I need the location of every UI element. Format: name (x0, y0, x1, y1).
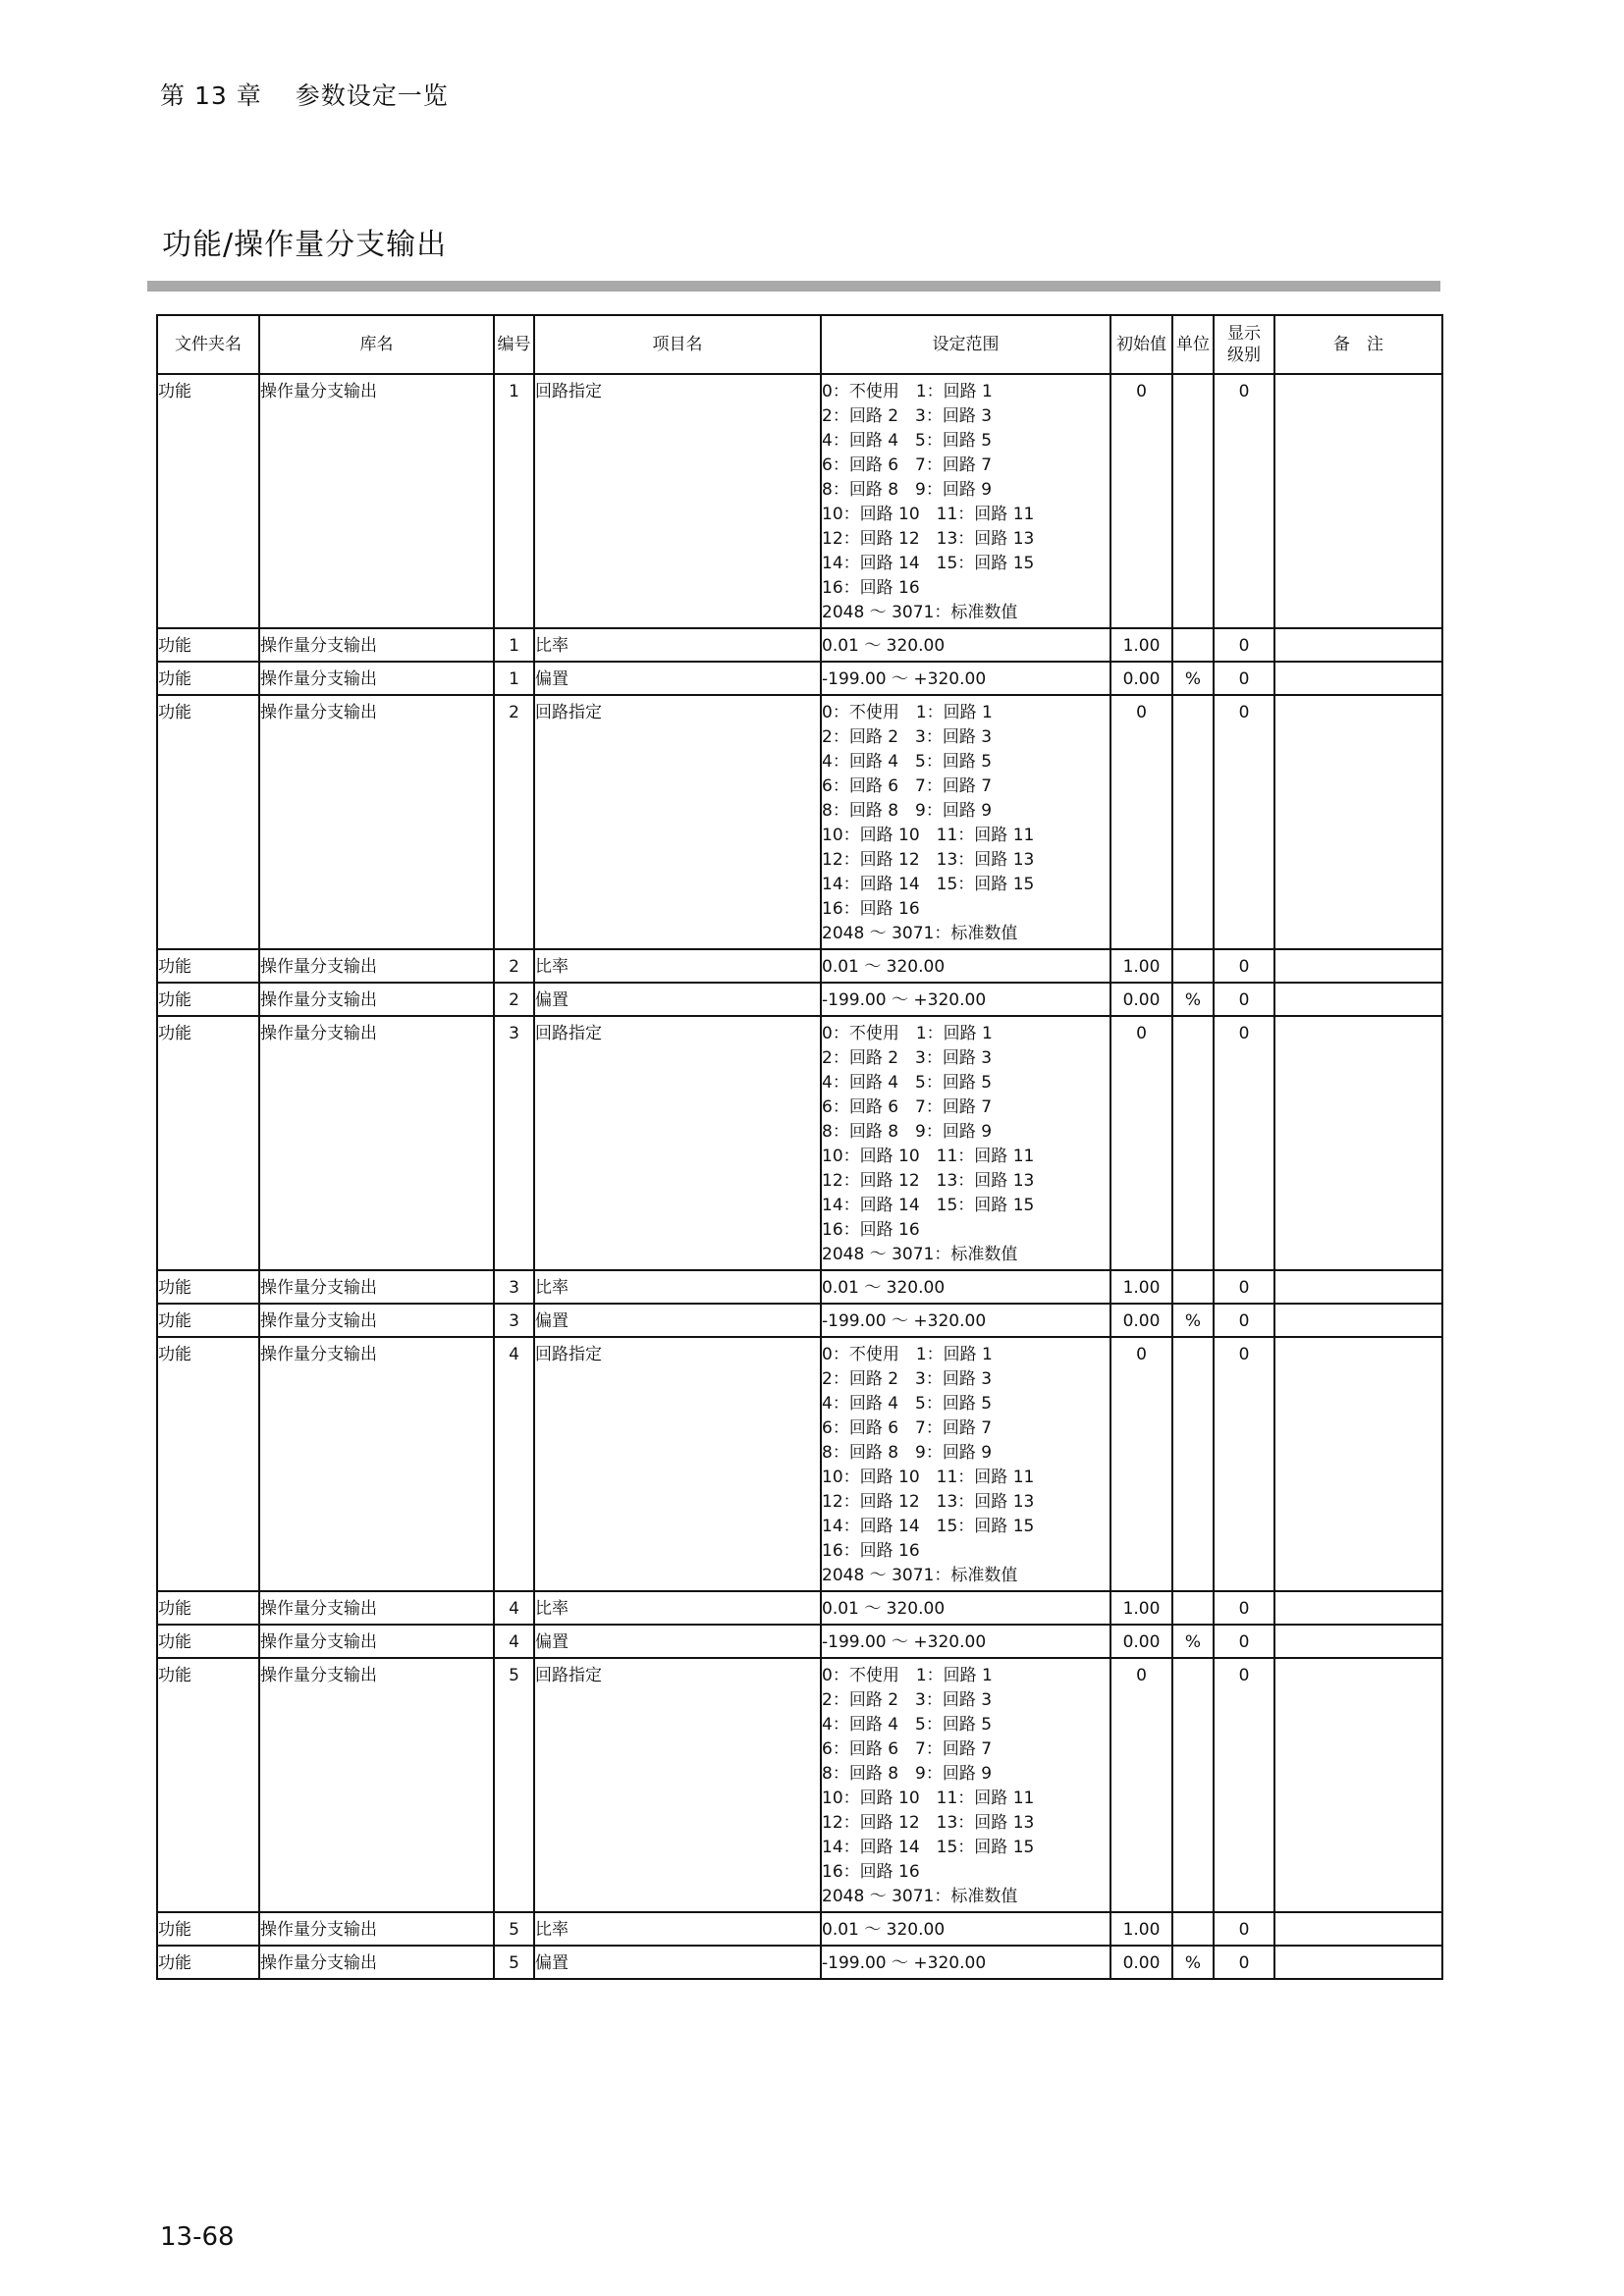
cell-item: 比率 (534, 1591, 821, 1625)
column-header-number: 编号 (494, 315, 534, 374)
cell-remarks (1274, 374, 1442, 628)
cell-library: 操作量分支输出 (259, 1270, 494, 1304)
range-line: 2048 ～ 3071：标准数值 (822, 603, 1018, 622)
table-row (157, 1591, 1442, 1625)
cell-item: 比率 (534, 949, 821, 983)
cell-item: 偏置 (534, 1946, 821, 1979)
table-row (157, 1946, 1442, 1979)
table-row (157, 949, 1442, 983)
cell-item: 回路指定 (534, 695, 821, 949)
cell-library: 操作量分支输出 (259, 983, 494, 1016)
range-line: 0：不使用 1：回路 1 (822, 703, 993, 722)
cell-item: 偏置 (534, 662, 821, 695)
range-line: 10：回路 10 11：回路 11 (822, 1147, 1035, 1166)
range-line: 0：不使用 1：回路 1 (822, 382, 993, 401)
cell-unit (1172, 1591, 1214, 1625)
cell-number: 5 (494, 1912, 534, 1946)
cell-unit: % (1172, 1304, 1214, 1337)
cell-library: 操作量分支输出 (259, 374, 494, 628)
chapter-label: 第 13 章 (160, 81, 262, 110)
cell-initial: 0 (1110, 374, 1172, 628)
cell-level: 0 (1214, 374, 1274, 628)
cell-range (821, 628, 1110, 662)
section-title: 功能/操作量分支输出 (162, 228, 448, 262)
table-row (157, 983, 1442, 1016)
range-line: 8：回路 8 9：回路 9 (822, 1122, 993, 1142)
cell-number: 4 (494, 1625, 534, 1658)
range-line: 4：回路 4 5：回路 5 (822, 1394, 993, 1414)
cell-number: 3 (494, 1270, 534, 1304)
cell-range (821, 1016, 1110, 1270)
range-line: 0.01 ～ 320.00 (822, 1599, 946, 1619)
chapter-heading (160, 77, 449, 112)
cell-level: 0 (1214, 949, 1274, 983)
cell-library: 操作量分支输出 (259, 1625, 494, 1658)
range-line: 0.01 ～ 320.00 (822, 636, 946, 656)
range-line: -199.00 ～ +320.00 (822, 1632, 987, 1652)
level-header-line2: 级别 (1227, 346, 1261, 365)
table-row (157, 374, 1442, 628)
cell-folder: 功能 (157, 695, 259, 949)
table-row (157, 1658, 1442, 1912)
cell-item: 比率 (534, 1912, 821, 1946)
cell-unit (1172, 695, 1214, 949)
range-line: 12：回路 12 13：回路 13 (822, 1813, 1035, 1833)
cell-folder: 功能 (157, 1912, 259, 1946)
cell-remarks (1274, 949, 1442, 983)
range-line: 4：回路 4 5：回路 5 (822, 752, 993, 772)
cell-initial: 0 (1110, 1337, 1172, 1591)
cell-number: 4 (494, 1337, 534, 1591)
column-header-library: 库名 (259, 315, 494, 374)
cell-unit: % (1172, 983, 1214, 1016)
cell-unit (1172, 949, 1214, 983)
cell-folder: 功能 (157, 1658, 259, 1912)
range-line: 2：回路 2 3：回路 3 (822, 1048, 993, 1068)
cell-range (821, 1337, 1110, 1591)
cell-folder: 功能 (157, 374, 259, 628)
range-line: 4：回路 4 5：回路 5 (822, 1715, 993, 1735)
cell-number: 2 (494, 983, 534, 1016)
range-line: 6：回路 6 7：回路 7 (822, 776, 993, 796)
cell-number: 1 (494, 628, 534, 662)
table-row (157, 695, 1442, 949)
cell-range (821, 1625, 1110, 1658)
range-line: 2048 ～ 3071：标准数值 (822, 1887, 1018, 1906)
range-line: 12：回路 12 13：回路 13 (822, 529, 1035, 549)
table-row (157, 1016, 1442, 1270)
cell-folder: 功能 (157, 662, 259, 695)
table-header-row (157, 315, 1442, 374)
cell-folder: 功能 (157, 949, 259, 983)
table-row (157, 628, 1442, 662)
cell-remarks (1274, 1625, 1442, 1658)
range-line: 0.01 ～ 320.00 (822, 1278, 946, 1298)
cell-unit: % (1172, 1946, 1214, 1979)
cell-level: 0 (1214, 983, 1274, 1016)
range-line: 16：回路 16 (822, 899, 920, 919)
cell-unit (1172, 1270, 1214, 1304)
cell-number: 5 (494, 1658, 534, 1912)
range-line: 8：回路 8 9：回路 9 (822, 1443, 993, 1463)
range-line: 0.01 ～ 320.00 (822, 957, 946, 977)
cell-range (821, 949, 1110, 983)
range-line: -199.00 ～ +320.00 (822, 1311, 987, 1331)
cell-remarks (1274, 1658, 1442, 1912)
cell-remarks (1274, 1337, 1442, 1591)
range-line: 6：回路 6 7：回路 7 (822, 1739, 993, 1759)
table-row (157, 1337, 1442, 1591)
cell-library: 操作量分支输出 (259, 949, 494, 983)
range-line: 10：回路 10 11：回路 11 (822, 826, 1035, 845)
range-line: 0：不使用 1：回路 1 (822, 1345, 993, 1364)
cell-number: 3 (494, 1016, 534, 1270)
cell-initial: 1.00 (1110, 1912, 1172, 1946)
range-line: 2：回路 2 3：回路 3 (822, 1369, 993, 1389)
cell-remarks (1274, 1304, 1442, 1337)
level-header-line1: 显示 (1227, 324, 1261, 344)
range-line: 0：不使用 1：回路 1 (822, 1666, 993, 1685)
cell-unit (1172, 1658, 1214, 1912)
cell-folder: 功能 (157, 1270, 259, 1304)
cell-level: 0 (1214, 695, 1274, 949)
range-line: 16：回路 16 (822, 1220, 920, 1240)
range-line: 14：回路 14 15：回路 15 (822, 1838, 1035, 1857)
cell-initial: 0 (1110, 1016, 1172, 1270)
cell-item: 回路指定 (534, 1658, 821, 1912)
cell-item: 回路指定 (534, 1337, 821, 1591)
cell-level: 0 (1214, 1016, 1274, 1270)
cell-remarks (1274, 1591, 1442, 1625)
cell-folder: 功能 (157, 1016, 259, 1270)
table-row (157, 1270, 1442, 1304)
cell-range (821, 1658, 1110, 1912)
range-line: 10：回路 10 11：回路 11 (822, 1789, 1035, 1808)
cell-initial: 0.00 (1110, 1625, 1172, 1658)
column-header-level (1214, 315, 1274, 374)
cell-library: 操作量分支输出 (259, 1591, 494, 1625)
cell-level: 0 (1214, 662, 1274, 695)
range-line: 14：回路 14 15：回路 15 (822, 1196, 1035, 1215)
column-header-folder: 文件夹名 (157, 315, 259, 374)
cell-level: 0 (1214, 1270, 1274, 1304)
cell-item: 比率 (534, 628, 821, 662)
table-row (157, 1304, 1442, 1337)
range-line: 14：回路 14 15：回路 15 (822, 1517, 1035, 1536)
cell-folder: 功能 (157, 628, 259, 662)
column-header-item: 项目名 (534, 315, 821, 374)
cell-library: 操作量分支输出 (259, 662, 494, 695)
cell-folder: 功能 (157, 1304, 259, 1337)
cell-level: 0 (1214, 1625, 1274, 1658)
range-line: 12：回路 12 13：回路 13 (822, 1171, 1035, 1191)
cell-remarks (1274, 1016, 1442, 1270)
range-line: 2：回路 2 3：回路 3 (822, 406, 993, 426)
cell-remarks (1274, 1270, 1442, 1304)
range-line: 2048 ～ 3071：标准数值 (822, 924, 1018, 943)
cell-range (821, 1270, 1110, 1304)
range-line: 14：回路 14 15：回路 15 (822, 875, 1035, 894)
range-line: 10：回路 10 11：回路 11 (822, 1468, 1035, 1487)
cell-library: 操作量分支输出 (259, 628, 494, 662)
cell-initial: 0 (1110, 1658, 1172, 1912)
cell-folder: 功能 (157, 1625, 259, 1658)
cell-range (821, 695, 1110, 949)
page-number: 13-68 (160, 2222, 235, 2252)
cell-library: 操作量分支输出 (259, 1658, 494, 1912)
range-line: 4：回路 4 5：回路 5 (822, 1073, 993, 1093)
cell-initial: 1.00 (1110, 628, 1172, 662)
cell-range (821, 1304, 1110, 1337)
cell-item: 比率 (534, 1270, 821, 1304)
column-header-remarks: 备 注 (1274, 315, 1442, 374)
cell-level: 0 (1214, 1304, 1274, 1337)
cell-level: 0 (1214, 1946, 1274, 1979)
cell-number: 1 (494, 662, 534, 695)
cell-folder: 功能 (157, 1337, 259, 1591)
cell-folder: 功能 (157, 983, 259, 1016)
range-line: 4：回路 4 5：回路 5 (822, 431, 993, 451)
cell-item: 回路指定 (534, 1016, 821, 1270)
cell-unit: % (1172, 1625, 1214, 1658)
column-header-initial: 初始值 (1110, 315, 1172, 374)
cell-range (821, 662, 1110, 695)
range-line: 12：回路 12 13：回路 13 (822, 850, 1035, 870)
cell-unit: % (1172, 662, 1214, 695)
cell-number: 2 (494, 949, 534, 983)
cell-initial: 1.00 (1110, 1591, 1172, 1625)
range-line: 2048 ～ 3071：标准数值 (822, 1566, 1018, 1585)
cell-number: 1 (494, 374, 534, 628)
cell-range (821, 1591, 1110, 1625)
cell-library: 操作量分支输出 (259, 1016, 494, 1270)
range-line: 16：回路 16 (822, 1862, 920, 1882)
cell-initial: 0.00 (1110, 1304, 1172, 1337)
range-line: -199.00 ～ +320.00 (822, 669, 987, 689)
range-line: 6：回路 6 7：回路 7 (822, 1097, 993, 1117)
section-divider (147, 281, 1440, 292)
cell-unit (1172, 1337, 1214, 1591)
cell-folder: 功能 (157, 1591, 259, 1625)
cell-library: 操作量分支输出 (259, 1912, 494, 1946)
cell-library: 操作量分支输出 (259, 1946, 494, 1979)
range-line: 8：回路 8 9：回路 9 (822, 480, 993, 500)
cell-initial: 0.00 (1110, 983, 1172, 1016)
cell-initial: 0.00 (1110, 662, 1172, 695)
range-line: 16：回路 16 (822, 578, 920, 598)
range-line: 0.01 ～ 320.00 (822, 1920, 946, 1940)
table-row (157, 1912, 1442, 1946)
cell-level: 0 (1214, 1591, 1274, 1625)
range-line: 2：回路 2 3：回路 3 (822, 1690, 993, 1710)
cell-number: 4 (494, 1591, 534, 1625)
cell-unit (1172, 374, 1214, 628)
cell-item: 偏置 (534, 1304, 821, 1337)
cell-number: 3 (494, 1304, 534, 1337)
range-line: 6：回路 6 7：回路 7 (822, 455, 993, 475)
cell-range (821, 1912, 1110, 1946)
range-line: 8：回路 8 9：回路 9 (822, 1764, 993, 1784)
cell-range (821, 374, 1110, 628)
range-line: -199.00 ～ +320.00 (822, 1953, 987, 1973)
cell-level: 0 (1214, 1337, 1274, 1591)
range-line: 14：回路 14 15：回路 15 (822, 554, 1035, 573)
range-line: 16：回路 16 (822, 1541, 920, 1561)
cell-level: 0 (1214, 1912, 1274, 1946)
cell-unit (1172, 1912, 1214, 1946)
range-line: 8：回路 8 9：回路 9 (822, 801, 993, 821)
cell-library: 操作量分支输出 (259, 1337, 494, 1591)
cell-number: 5 (494, 1946, 534, 1979)
table-row (157, 1625, 1442, 1658)
cell-number: 2 (494, 695, 534, 949)
table-body (157, 374, 1442, 1979)
cell-item: 偏置 (534, 1625, 821, 1658)
table-row (157, 662, 1442, 695)
column-header-range: 设定范围 (821, 315, 1110, 374)
range-line: 2：回路 2 3：回路 3 (822, 727, 993, 747)
cell-library: 操作量分支输出 (259, 1304, 494, 1337)
range-line: 10：回路 10 11：回路 11 (822, 505, 1035, 524)
range-line: 12：回路 12 13：回路 13 (822, 1492, 1035, 1512)
column-header-unit: 单位 (1172, 315, 1214, 374)
cell-level: 0 (1214, 1658, 1274, 1912)
range-line: 0：不使用 1：回路 1 (822, 1024, 993, 1043)
cell-remarks (1274, 662, 1442, 695)
cell-range (821, 983, 1110, 1016)
parameter-table (156, 314, 1443, 1980)
cell-initial: 0.00 (1110, 1946, 1172, 1979)
cell-initial: 1.00 (1110, 1270, 1172, 1304)
range-line: 2048 ～ 3071：标准数值 (822, 1245, 1018, 1264)
cell-library: 操作量分支输出 (259, 695, 494, 949)
cell-folder: 功能 (157, 1946, 259, 1979)
range-line: 6：回路 6 7：回路 7 (822, 1418, 993, 1438)
cell-level: 0 (1214, 628, 1274, 662)
cell-initial: 1.00 (1110, 949, 1172, 983)
cell-remarks (1274, 695, 1442, 949)
range-line: -199.00 ～ +320.00 (822, 990, 987, 1010)
cell-remarks (1274, 628, 1442, 662)
cell-item: 偏置 (534, 983, 821, 1016)
chapter-title: 参数设定一览 (295, 81, 449, 110)
cell-unit (1172, 1016, 1214, 1270)
cell-range (821, 1946, 1110, 1979)
cell-remarks (1274, 983, 1442, 1016)
cell-item: 回路指定 (534, 374, 821, 628)
cell-remarks (1274, 1946, 1442, 1979)
cell-remarks (1274, 1912, 1442, 1946)
cell-initial: 0 (1110, 695, 1172, 949)
cell-unit (1172, 628, 1214, 662)
